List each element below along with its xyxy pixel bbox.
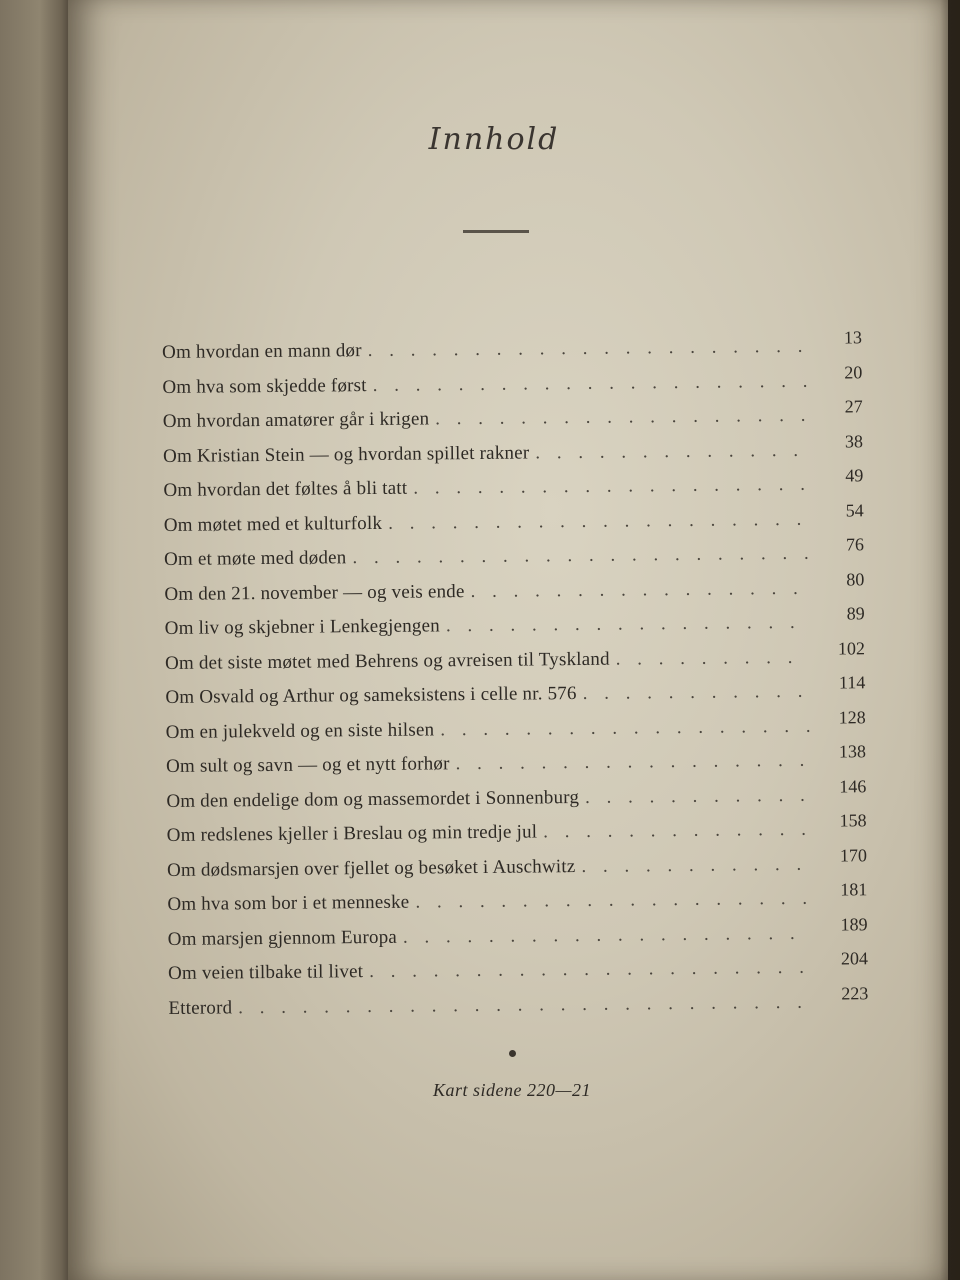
toc-entry-page: 181 bbox=[840, 879, 868, 900]
toc-entry-title: Om den 21. november — og veis ende bbox=[164, 580, 465, 605]
toc-entry-title: Om redslenes kjeller i Breslau og min tredje jul bbox=[166, 821, 538, 846]
toc-entry-title: Om den endelige dom og massemordet i Sonnenburg bbox=[166, 786, 580, 812]
dot-leader bbox=[455, 750, 810, 775]
dot-leader bbox=[585, 784, 810, 808]
toc-entry-title: Om Osvald og Arthur og sameksistens i celle nr. 576 bbox=[165, 683, 577, 708]
toc-entry-title: Om Kristian Stein — og hvordan spillet rakner bbox=[162, 441, 530, 467]
separator-bullet bbox=[509, 1050, 516, 1057]
dot-leader bbox=[373, 370, 807, 396]
dot-leader bbox=[369, 957, 812, 983]
dot-leader bbox=[446, 612, 809, 637]
toc-entry-page: 89 bbox=[846, 603, 865, 624]
toc-entry-page: 27 bbox=[844, 396, 863, 417]
toc-entry-page: 38 bbox=[844, 430, 864, 451]
toc-entry-page: 49 bbox=[845, 465, 864, 486]
toc-entry-title: Om hvordan amatører går i krigen bbox=[162, 408, 430, 432]
toc-entry-page: 223 bbox=[841, 982, 869, 1004]
toc-entry-page: 146 bbox=[839, 775, 867, 797]
toc-entry-title: Om hvordan en mann dør bbox=[162, 340, 362, 363]
toc-entry-title: Om veien tilbake til livet bbox=[167, 961, 364, 984]
table-of-contents bbox=[162, 327, 869, 1032]
toc-entry-page: 189 bbox=[840, 913, 868, 935]
dot-leader bbox=[583, 681, 810, 705]
toc-entry-page: 80 bbox=[846, 568, 865, 589]
toc-entry-page: 20 bbox=[844, 361, 863, 382]
toc-entry-page: 13 bbox=[843, 327, 863, 348]
toc-entry-title: Om møtet med et kulturfolk bbox=[163, 512, 383, 536]
toc-entry-title: Etterord bbox=[168, 996, 233, 1019]
dot-leader bbox=[403, 922, 812, 948]
toc-entry-title: Om liv og skjebner i Lenkegjengen bbox=[164, 615, 441, 639]
dot-leader bbox=[368, 336, 807, 362]
toc-entry-page: 204 bbox=[840, 948, 869, 969]
toc-entry-page: 114 bbox=[838, 672, 866, 693]
toc-entry-title: Om sult og savn — og et nytt forhør bbox=[165, 753, 450, 777]
dot-leader bbox=[413, 474, 807, 500]
dot-leader bbox=[440, 715, 810, 741]
toc-entry-page: 138 bbox=[838, 741, 867, 762]
toc-entry-title: Om dødsmarsjen over fjellet og besøket i Auschwitz bbox=[166, 855, 576, 881]
toc-entry-title: Om hva som bor i et menneske bbox=[167, 891, 410, 915]
dot-leader bbox=[616, 646, 810, 670]
toc-entry-title: Om hva som skjedde først bbox=[162, 374, 367, 398]
dot-leader bbox=[535, 439, 807, 464]
toc-entry bbox=[168, 982, 869, 1032]
title-divider bbox=[463, 230, 529, 233]
toc-entry-title: Om det siste møtet med Behrens og avreisen til Tyskland bbox=[164, 648, 610, 674]
dot-leader bbox=[543, 819, 811, 844]
toc-entry-page: 54 bbox=[845, 499, 864, 520]
dot-leader bbox=[435, 405, 807, 431]
toc-entry-page: 102 bbox=[837, 637, 866, 659]
dot-leader bbox=[470, 577, 808, 602]
dot-leader bbox=[352, 543, 808, 569]
toc-entry-title: Om hvordan det føltes å bli tatt bbox=[163, 477, 408, 501]
dot-leader bbox=[388, 508, 808, 534]
dot-leader bbox=[238, 991, 812, 1019]
toc-entry-title: Om marsjen gjennom Europa bbox=[167, 926, 398, 950]
map-note: Kart sidene 220—21 bbox=[432, 1080, 591, 1100]
toc-entry-page: 158 bbox=[839, 810, 867, 831]
toc-entry-title: Om et møte med døden bbox=[163, 547, 347, 570]
toc-entry-title: Om en julekveld og en siste hilsen bbox=[165, 718, 435, 743]
toc-entry-page: 128 bbox=[838, 706, 866, 728]
toc-entry-page: 76 bbox=[845, 534, 865, 555]
page-title: Innhold bbox=[428, 122, 560, 157]
toc-entry-page: 170 bbox=[839, 844, 868, 866]
dot-leader bbox=[415, 888, 811, 914]
dot-leader bbox=[581, 853, 811, 877]
